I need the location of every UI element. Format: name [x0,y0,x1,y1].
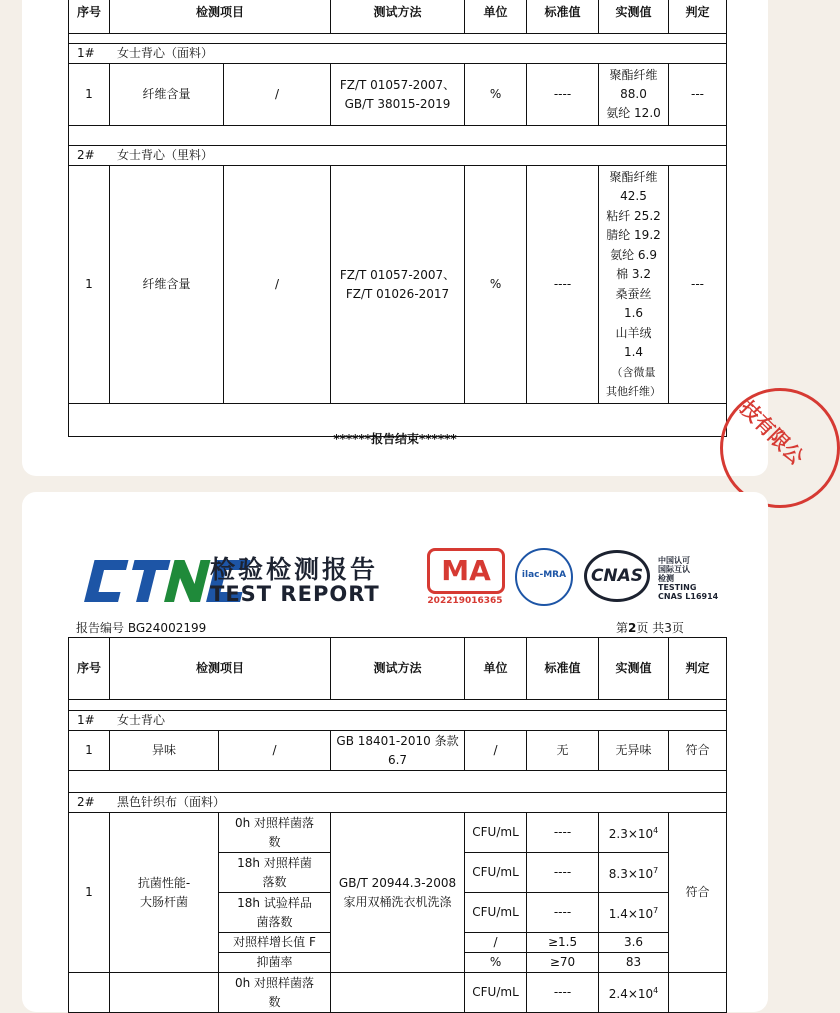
subitem-line: 数 [268,834,281,849]
logo-letter-n [164,560,210,602]
section-name: 黑色针织布（面料） [117,795,226,809]
item-line: 大肠杆菌 [139,894,188,909]
table-row [69,973,727,1013]
row-subitem [219,973,331,1013]
row-result [599,973,669,1013]
result-line: 山羊绒 [615,325,652,340]
result-base: 2.4×10 [608,987,654,1001]
result-base: 1.4×10 [608,907,654,921]
row-subitem [219,813,331,853]
method-line: FZ/T 01026-2017 [345,286,450,301]
table-row [69,64,727,126]
header-standard: 标准值 [527,0,599,34]
row-unit: CFU/mL [465,973,527,1013]
result-line: 聚酯纤维 [609,68,658,82]
row-standard: ---- [527,64,599,126]
section-title [69,44,727,64]
row-unit: % [465,64,527,126]
cnas-caption-line: TESTING [658,583,697,592]
cma-number: 202219016365 [427,596,503,606]
result-exponent: 4 [653,986,659,995]
header-item: 检测项目 [110,638,331,700]
result-line: 氨纶 12.0 [606,106,661,120]
result-exponent: 4 [653,826,659,835]
row-standard: ---- [527,893,599,933]
result-line: （含微量 [611,365,656,379]
table-row [69,731,727,771]
row-result: 3.6 [599,933,669,953]
section-title-row [69,146,727,166]
section-name: 女士背心 [117,713,166,727]
row-result [599,64,669,126]
result-line: 88.0 [620,87,647,101]
report-page-2 [22,492,768,1012]
header-judge: 判定 [669,638,727,700]
result-line: 1.6 [623,306,644,320]
report-end-marker: ******报告结束****** [333,432,457,446]
row-standard: ≥1.5 [527,933,599,953]
header-method: 测试方法 [331,0,465,34]
spacer-row [69,771,727,793]
section-number: 2# [77,795,95,809]
row-item [110,973,219,1013]
item-line: 抗菌性能- [137,875,191,890]
row-standard: ≥70 [527,953,599,973]
row-seq: 1 [69,813,110,973]
row-seq: 1 [69,731,110,771]
row-result [599,813,669,853]
result-line: 1.4 [623,345,644,359]
result-exponent: 7 [653,906,659,915]
report-title-cn: 检验检测报告 [210,555,379,584]
method-line: FZ/T 01057-2007、 [339,77,456,92]
row-subitem: 对照样增长值 F [219,933,331,953]
row-unit: CFU/mL [465,813,527,853]
result-base: 2.3×10 [608,827,654,841]
subitem-line: 18h 试验样品 [237,895,312,910]
row-seq: 1 [69,64,110,126]
section-number: 1# [77,713,95,727]
row-seq: 1 [69,166,110,404]
row-unit: % [465,953,527,973]
header-seq: 序号 [69,638,110,700]
logo-letter-c [84,560,128,602]
header-unit: 单位 [465,0,527,34]
current-page: 2 [628,621,637,635]
row-unit: CFU/mL [465,893,527,933]
page-indicator [616,619,684,636]
total-pages: 3 [664,621,672,635]
spacer-row [69,34,727,44]
table-header-row [69,638,727,700]
row-method [331,813,465,973]
ilac-mra-text: ilac-MRA [521,570,567,580]
section-title [69,711,727,731]
report-page-1 [22,0,809,476]
cma-mark [427,548,503,606]
result-line: 氨纶 6.9 [610,247,657,262]
method-line: 家用双桶洗衣机洗涤 [343,894,452,909]
header-result: 实测值 [599,0,669,34]
result-line: 棉 3.2 [616,267,651,281]
row-standard: ---- [527,973,599,1013]
section-number: 1# [77,46,95,60]
section-title-row [69,44,727,64]
report-number-value: BG24002199 [127,621,207,635]
spacer-row [69,126,727,146]
header-item: 检测项目 [110,0,331,34]
table-row [69,813,727,853]
row-method [331,64,465,126]
method-line: FZ/T 01057-2007、 [339,267,456,282]
section-number: 2# [77,148,95,162]
row-unit: / [465,933,527,953]
table-header-row [69,0,727,34]
section-title [69,793,727,813]
subitem-line: 落数 [262,874,287,889]
report-number-label: 报告编号 [76,621,125,635]
method-line: GB 18401-2010 条款 [336,733,459,748]
row-judge: 符合 [669,731,727,771]
cnas-caption-line: CNAS L16914 [658,592,719,601]
row-seq [69,973,110,1013]
row-judge: --- [669,166,727,404]
section-title-row [69,711,727,731]
subitem-line: 菌落数 [256,914,293,929]
row-unit: CFU/mL [465,853,527,893]
cnas-caption-line: 中国认可 [658,556,690,565]
row-subitem: 抑菌率 [219,953,331,973]
row-item: 异味 [110,731,219,771]
row-standard: ---- [527,166,599,404]
ilac-mra-mark [515,548,573,606]
result-line: 42.5 [620,189,647,203]
row-standard: 无 [527,731,599,771]
row-judge: --- [669,64,727,126]
row-subitem: / [224,64,331,126]
method-line: 6.7 [387,752,408,767]
row-standard: ---- [527,853,599,893]
row-judge [669,973,727,1013]
header-seq: 序号 [69,0,110,34]
row-subitem: / [219,731,331,771]
test-results-table-2 [68,637,727,1013]
result-line: 粘纤 25.2 [606,208,661,223]
page-text: 页 共 [636,621,665,635]
section-title-row [69,793,727,813]
row-result: 无异味 [599,731,669,771]
header-method: 测试方法 [331,638,465,700]
result-exponent: 7 [653,866,659,875]
result-line: 桑蚕丝 [615,286,652,301]
table-row [69,166,727,404]
row-method [331,166,465,404]
spacer-row [69,700,727,711]
report-number [76,619,206,636]
page-text: 页 [671,621,684,635]
row-unit: / [465,731,527,771]
cnas-caption-line: 检测 [658,574,674,583]
row-method [331,973,465,1013]
row-standard: ---- [527,813,599,853]
row-result [599,166,669,404]
method-line: GB/T 38015-2019 [344,96,451,111]
cnas-mark: CNAS [584,550,650,602]
section-title [69,146,727,166]
seal-text: 技有限公 [735,395,809,470]
result-line: 腈纶 19.2 [606,228,661,242]
result-line: 其他纤维） [606,385,662,398]
row-method [331,731,465,771]
row-item: 纤维含量 [110,64,224,126]
cnas-caption [658,556,718,601]
logo-letter-t [124,560,170,602]
header-unit: 单位 [465,638,527,700]
section-name: 女士背心（里料） [117,148,214,162]
row-result [599,893,669,933]
row-result: 83 [599,953,669,973]
test-results-table-1 [68,0,727,437]
header-result: 实测值 [599,638,669,700]
row-unit: % [465,166,527,404]
report-title-en: TEST REPORT [210,582,380,606]
row-item: 纤维含量 [110,166,224,404]
page-text: 第 [616,621,629,635]
header-standard: 标准值 [527,638,599,700]
row-item [110,813,219,973]
result-base: 8.3×10 [608,867,654,881]
row-subitem: / [224,166,331,404]
cnas-caption-line: 国际互认 [658,565,690,574]
header-judge: 判定 [669,0,727,34]
company-seal [720,388,840,508]
row-subitem [219,893,331,933]
cma-logo: MA [427,548,505,594]
subitem-line: 18h 对照样菌 [237,855,312,870]
subitem-line: 0h 对照样菌落 [234,975,315,990]
subitem-line: 0h 对照样菌落 [234,815,315,830]
row-result [599,853,669,893]
row-judge: 符合 [669,813,727,973]
method-line: GB/T 20944.3-2008 [338,875,457,890]
row-subitem [219,853,331,893]
section-name: 女士背心（面料） [117,46,214,60]
result-line: 聚酯纤维 [609,169,658,184]
subitem-line: 数 [268,994,281,1009]
